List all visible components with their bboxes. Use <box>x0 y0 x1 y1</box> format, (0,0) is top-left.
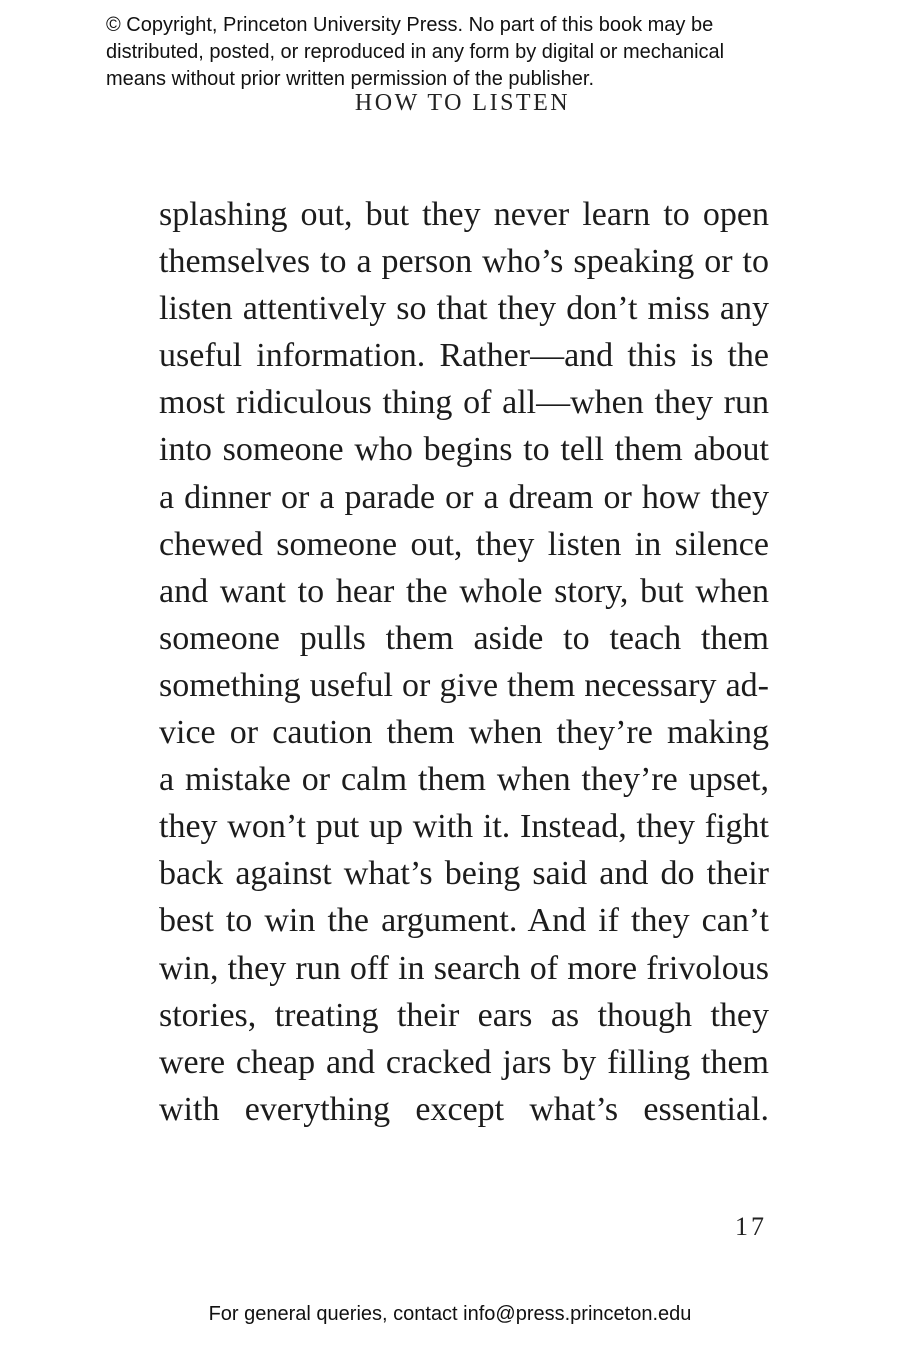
text-line: someone pulls them aside to teach them <box>159 619 769 657</box>
text-line: stories, treating their ears as though they <box>159 996 769 1034</box>
copyright-line: means without prior written permission of the publisher. <box>106 68 595 90</box>
text-line: back against what’s being said and do their <box>159 855 769 893</box>
page-number: 17 <box>735 1212 767 1241</box>
text-line: a dinner or a parade or a dream or how they <box>159 478 769 516</box>
footer-contact: For general queries, contact info@press.princeton.edu <box>208 1303 692 1325</box>
text-line: chewed someone out, they listen in silence <box>159 525 769 563</box>
copyright-line: © Copyright, Princeton University Press. No part of this book may be <box>106 14 714 36</box>
text-line: something useful or give them necessary ad- <box>159 666 769 704</box>
body-text <box>159 191 769 1133</box>
copyright-notice <box>106 12 826 93</box>
text-line: and want to hear the whole story, but when <box>159 572 769 610</box>
text-line: splashing out, but they never learn to open <box>159 196 769 233</box>
text-line: vice or caution them when they’re making <box>159 714 769 752</box>
text-line: themselves to a person who’s speaking or to <box>159 243 769 281</box>
running-head: HOW TO LISTEN <box>354 90 571 116</box>
text-line: were cheap and cracked jars by filling them <box>159 1043 769 1081</box>
text-line: into someone who begins to tell them about <box>159 431 769 469</box>
text-line: best to win the argument. And if they can’t <box>159 902 769 940</box>
text-line: win, they run off in search of more frivolous <box>159 949 769 987</box>
text-line: most ridiculous thing of all—when they run <box>159 384 769 422</box>
text-line: they won’t put up with it. Instead, they fight <box>159 808 769 846</box>
text-line: with everything except what’s essential. <box>159 1090 769 1128</box>
copyright-line: distributed, posted, or reproduced in any form by digital or mechanical <box>106 41 725 63</box>
text-line: useful information. Rather—and this is the <box>159 337 769 375</box>
text-line: listen attentively so that they don’t miss any <box>159 290 769 328</box>
text-line: a mistake or calm them when they’re upset, <box>159 761 769 799</box>
